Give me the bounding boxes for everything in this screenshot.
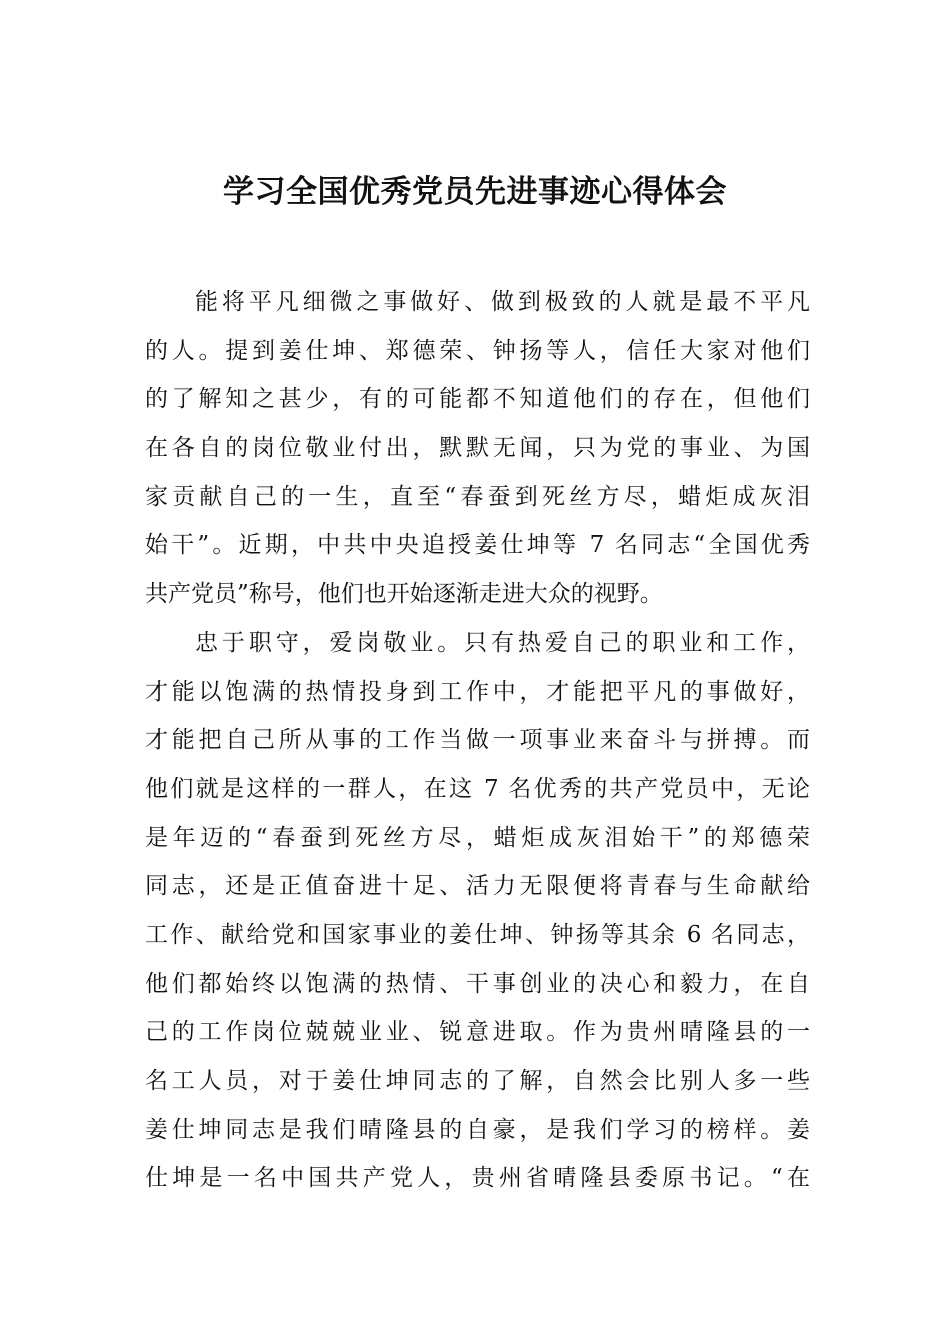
document-body [145,278,810,1203]
text-line: 的人。提到姜仕坤、郑德荣、钟扬等人，信任大家对他们 [145,337,810,364]
text-line: 始干”。近期，中共中央追授姜仕坤等 7 名同志“全国优秀 [145,532,810,559]
text-line: 名工人员，对于姜仕坤同志的了解，自然会比别人多一些 [145,1068,810,1094]
text-line: 共产党员”称号，他们也开始逐渐走进大众的视野。 [145,581,663,608]
text-line: 家贡献自己的一生，直至“春蚕到死丝方尽，蜡炬成灰泪 [145,483,810,510]
text-line: 他们都始终以饱满的热情、干事创业的决心和毅力，在自 [145,970,810,997]
text-line: 才能以饱满的热情投身到工作中，才能把平凡的事做好， [145,678,810,705]
text-line: 己的工作岗位兢兢业业、锐意进取。作为贵州晴隆县的一 [145,1019,810,1046]
text-line: 是年迈的“春蚕到死丝方尽，蜡炬成灰泪始干”的郑德荣 [145,824,810,851]
document-title: 学习全国优秀党员先进事迹心得体会 [223,174,727,210]
text-line: 能将平凡细微之事做好、做到极致的人就是最不平凡 [195,289,810,315]
text-line: 他们就是这样的一群人，在这 7 名优秀的共产党员中，无论 [145,775,810,802]
text-line: 才能把自己所从事的工作当做一项事业来奋斗与拼搏。而 [145,727,810,754]
text-line: 的了解知之甚少，有的可能都不知道他们的存在，但他们 [145,386,810,413]
text-line: 工作、献给党和国家事业的姜仕坤、钟扬等其余 6 名同志， [145,921,810,948]
text-line: 姜仕坤同志是我们晴隆县的自豪，是我们学习的榜样。姜 [145,1116,810,1143]
text-line: 在各自的岗位敬业付出，默默无闻，只为党的事业、为国 [145,435,810,462]
text-line: 忠于职守，爱岗敬业。只有热爱自己的职业和工作， [195,629,810,656]
text-line: 同志，还是正值奋进十足、活力无限便将青春与生命献给 [145,873,810,900]
text-line: 仕坤是一名中国共产党人，贵州省晴隆县委原书记。“在 [145,1165,810,1192]
